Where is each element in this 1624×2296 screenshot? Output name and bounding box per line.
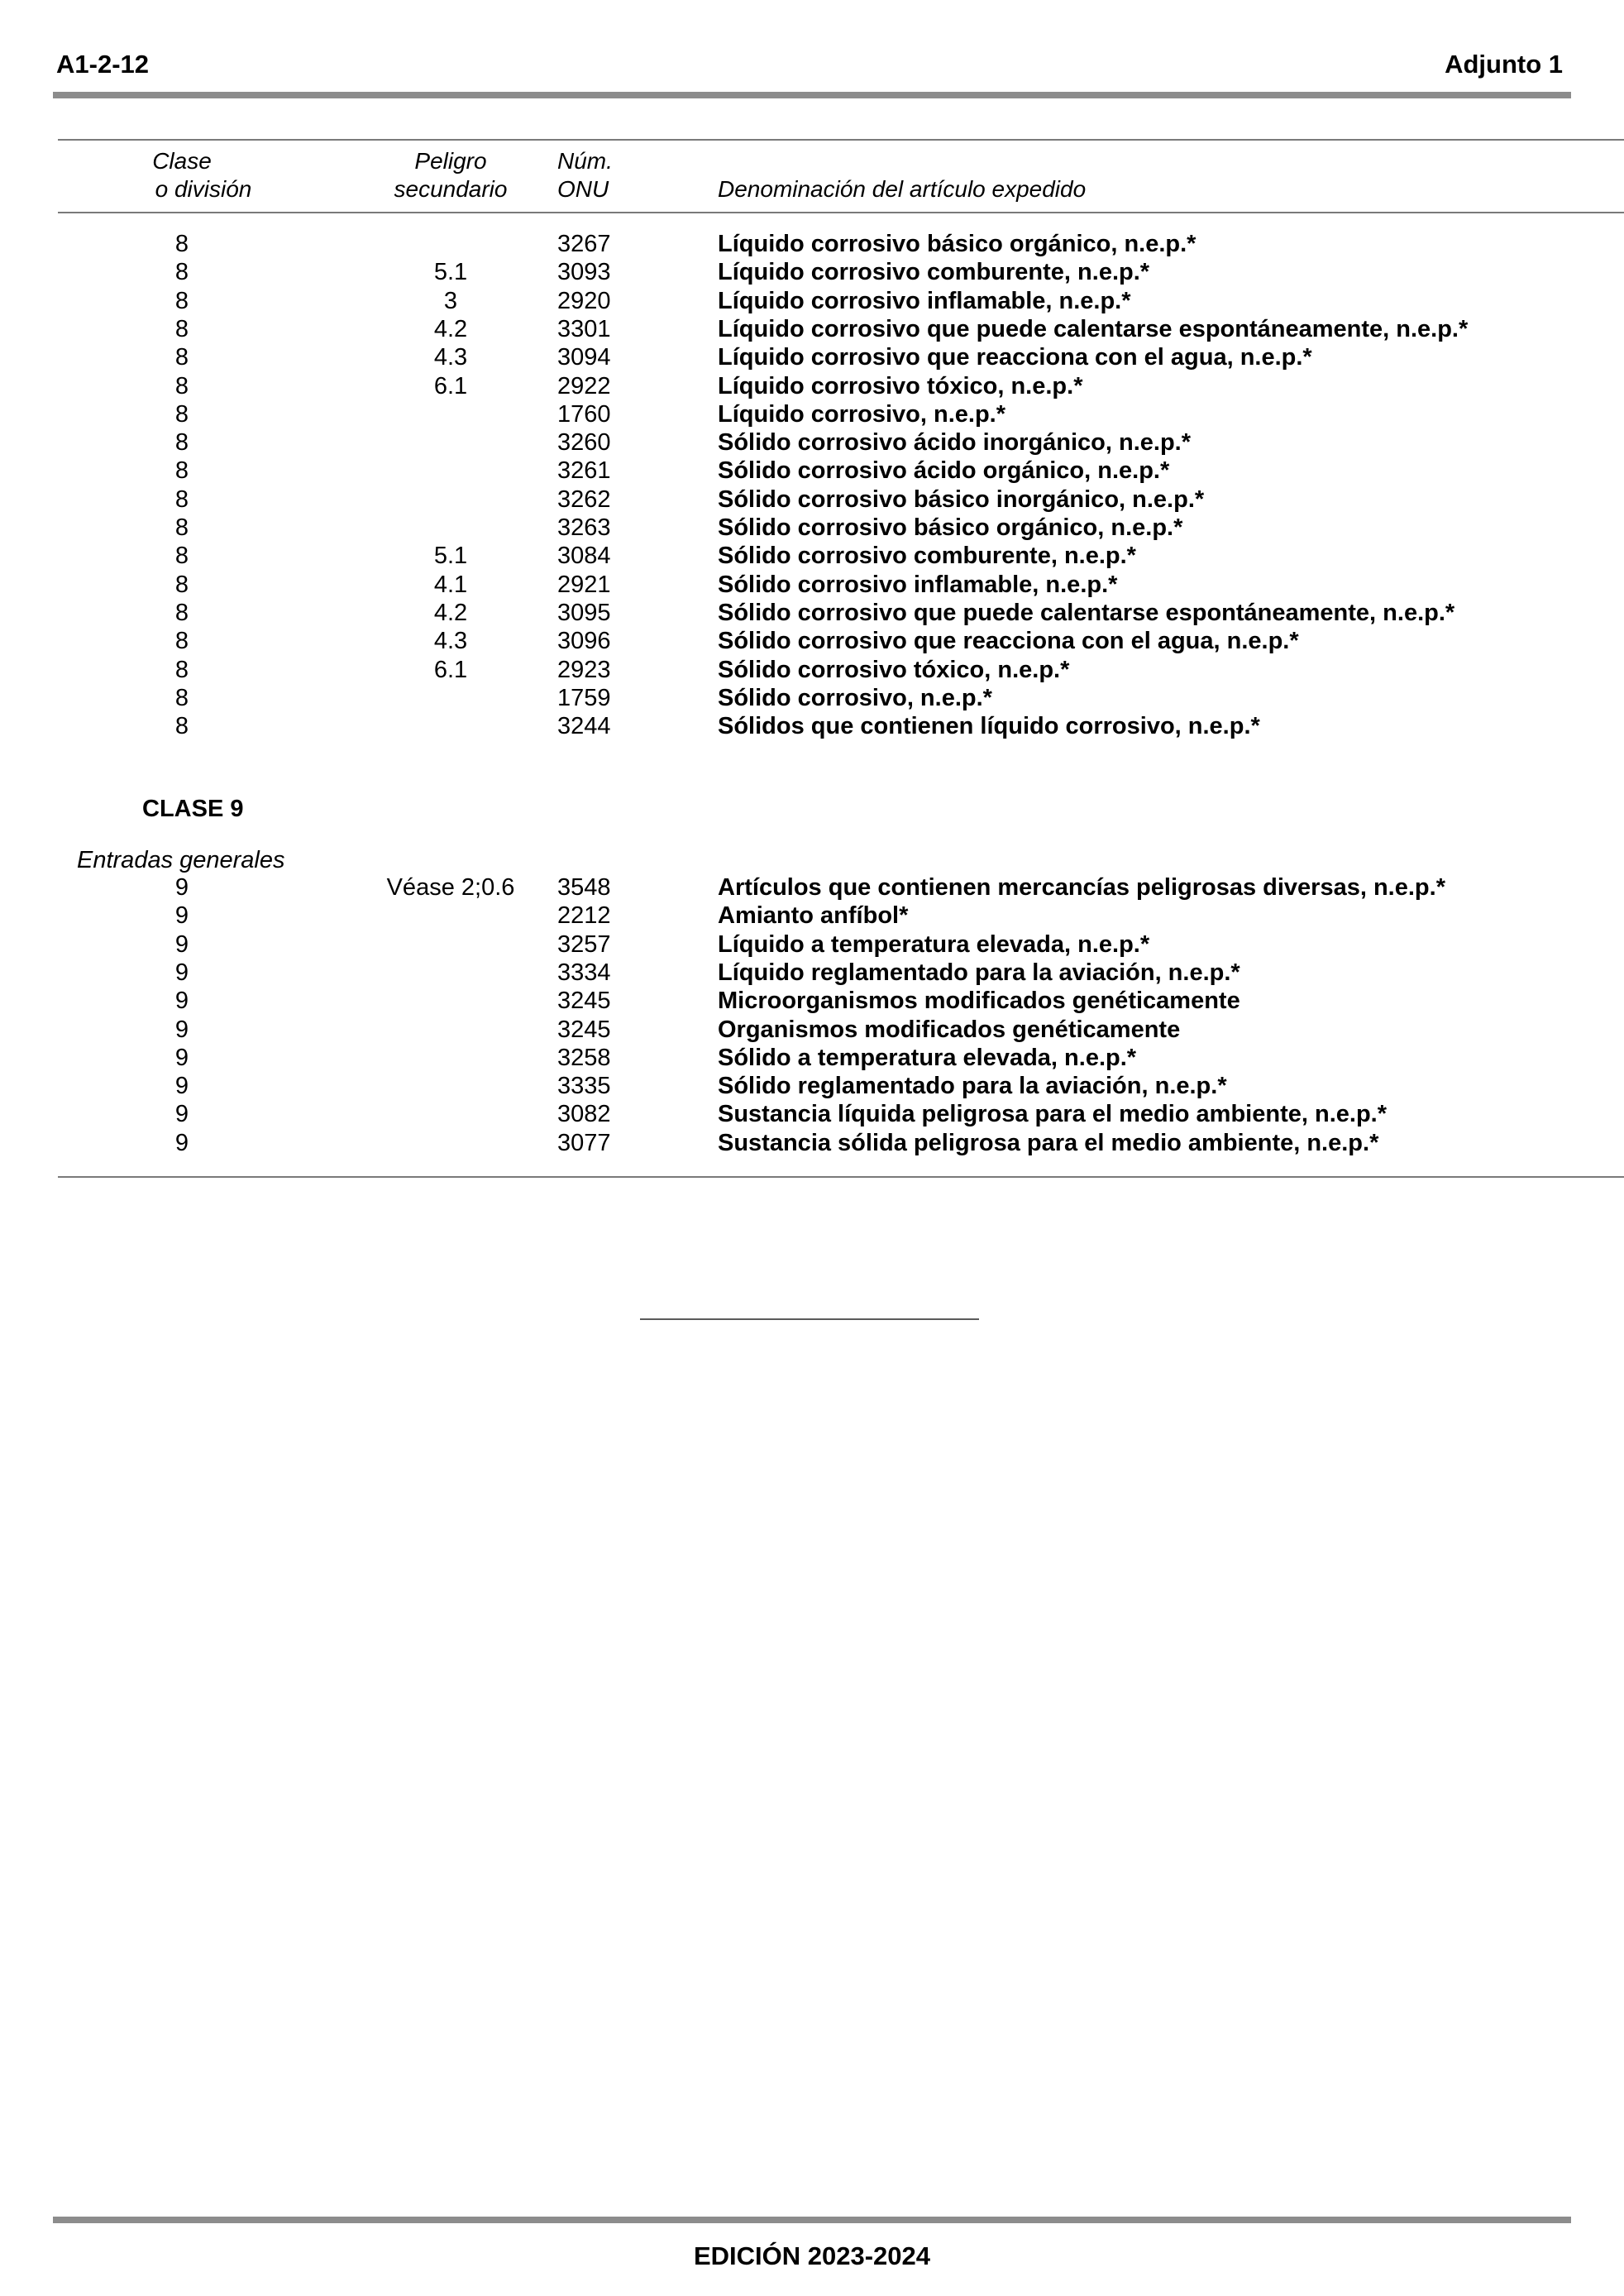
shipping-name-cell: Líquido corrosivo que puede calentarse espontáneamente, n.e.p.* [718, 315, 1469, 342]
class-cell: 9 [174, 930, 189, 958]
un-number-cell: 3267 [557, 231, 611, 257]
class-cell: 8 [174, 344, 189, 371]
shipping-name-cell: Sólido corrosivo básico orgánico, n.e.p.* [718, 514, 1183, 541]
un-number-cell: 3096 [557, 628, 611, 655]
footer-rule [53, 2217, 1571, 2223]
un-number-cell: 3245 [557, 1016, 611, 1043]
table-row [0, 959, 1624, 987]
un-number-cell: 3077 [557, 1129, 611, 1156]
col-head-class-2: o división [155, 176, 252, 202]
un-number-cell: 2922 [557, 372, 611, 399]
shipping-name-cell: Sólidos que contienen líquido corrosivo, n.e.p.* [718, 713, 1260, 740]
un-number-cell: 2923 [557, 656, 611, 683]
shipping-name-cell: Líquido corrosivo, n.e.p.* [718, 400, 1006, 428]
table-row [0, 599, 1624, 627]
table-row [0, 656, 1624, 684]
table-row [0, 258, 1624, 286]
class-cell: 8 [174, 514, 189, 541]
edition-label: EDICIÓN 2023-2024 [693, 2241, 931, 2270]
un-number-cell: 3094 [557, 344, 611, 371]
un-number-cell: 3301 [557, 315, 611, 342]
un-number-cell: 3257 [557, 930, 611, 958]
shipping-name-cell: Líquido corrosivo básico orgánico, n.e.p.* [718, 231, 1197, 257]
shipping-name-cell: Amianto anfíbol* [718, 902, 909, 930]
un-number-cell: 3334 [557, 959, 611, 986]
table-row [0, 684, 1624, 712]
subsidiary-cell: 4.3 [433, 628, 468, 655]
table-row [0, 1100, 1624, 1128]
table-row [0, 428, 1624, 457]
class9-subsection: Entradas generales [77, 847, 285, 873]
table-row [0, 902, 1624, 930]
table-header-rule [58, 212, 1624, 213]
appendix-label: Adjunto 1 [1445, 50, 1563, 79]
shipping-name-cell: Sólido corrosivo, n.e.p.* [718, 684, 992, 711]
shipping-name-cell: Organismos modificados genéticamente [718, 1016, 1181, 1043]
class-cell: 8 [174, 486, 189, 513]
class-cell: 8 [174, 429, 189, 457]
class-cell: 8 [174, 713, 189, 740]
table-row [0, 457, 1624, 485]
class-cell: 9 [174, 874, 189, 901]
shipping-name-cell: Sustancia líquida peligrosa para el medio ambiente, n.e.p.* [718, 1101, 1387, 1128]
table-row [0, 372, 1624, 400]
table-row [0, 1044, 1624, 1072]
table-bottom-rule [58, 1176, 1624, 1178]
un-number-cell: 3335 [557, 1073, 611, 1100]
table-row [0, 343, 1624, 371]
subsidiary-cell: 4.2 [433, 599, 468, 626]
shipping-name-cell: Sólido corrosivo que reacciona con el agua, n.e.p.* [718, 628, 1299, 655]
un-number-cell: 3548 [557, 874, 611, 901]
un-number-cell: 3262 [557, 486, 611, 513]
un-number-cell: 2921 [557, 571, 611, 598]
header-rule [53, 92, 1571, 98]
class-cell: 9 [174, 1101, 189, 1128]
un-number-cell: 3258 [557, 1044, 611, 1071]
table-row [0, 230, 1624, 258]
class-cell: 9 [174, 902, 189, 930]
un-number-cell: 3260 [557, 429, 611, 457]
class-cell: 8 [174, 259, 189, 286]
un-number-cell: 3244 [557, 713, 611, 740]
shipping-name-cell: Sólido corrosivo comburente, n.e.p.* [718, 543, 1136, 570]
class-cell: 9 [174, 1129, 189, 1156]
shipping-name-cell: Líquido reglamentado para la aviación, n.e.p.* [718, 959, 1240, 986]
table-row [0, 1016, 1624, 1044]
table-row [0, 542, 1624, 570]
class-cell: 8 [174, 315, 189, 342]
col-head-subsidiary-2: secundario [394, 176, 508, 202]
class-cell: 8 [174, 599, 189, 626]
subsidiary-cell: 6.1 [433, 656, 468, 683]
end-separator [640, 1318, 979, 1320]
un-number-cell: 3082 [557, 1101, 611, 1128]
shipping-name-cell: Sustancia sólida peligrosa para el medio ambiente, n.e.p.* [718, 1129, 1379, 1156]
table-top-rule [58, 139, 1624, 141]
subsidiary-cell: 6.1 [433, 372, 468, 399]
subsidiary-cell: 5.1 [433, 259, 468, 286]
subsidiary-cell: 4.2 [433, 315, 468, 342]
un-number-cell: 1760 [557, 400, 611, 428]
class-cell: 8 [174, 684, 189, 711]
table-row [0, 987, 1624, 1015]
class-cell: 8 [174, 628, 189, 655]
un-number-cell: 2212 [557, 902, 611, 930]
un-number-cell: 1759 [557, 684, 611, 711]
page-number: A1-2-12 [56, 50, 149, 79]
table-row [0, 514, 1624, 542]
shipping-name-cell: Artículos que contienen mercancías peligrosas diversas, n.e.p.* [718, 874, 1445, 901]
table-row [0, 627, 1624, 655]
table-row [0, 571, 1624, 599]
table-row [0, 486, 1624, 514]
col-head-subsidiary-1: Peligro [414, 148, 487, 174]
subsidiary-cell: Véase 2;0.6 [386, 874, 515, 901]
table-row [0, 712, 1624, 740]
class-cell: 8 [174, 400, 189, 428]
class-cell: 8 [174, 543, 189, 570]
class-cell: 8 [174, 372, 189, 399]
class9-title: CLASE 9 [142, 796, 244, 822]
shipping-name-cell: Sólido corrosivo ácido orgánico, n.e.p.* [718, 457, 1170, 485]
table-row [0, 930, 1624, 959]
shipping-name-cell: Líquido a temperatura elevada, n.e.p.* [718, 930, 1150, 958]
un-number-cell: 3261 [557, 457, 611, 485]
class-cell: 8 [174, 457, 189, 485]
class-cell: 9 [174, 1073, 189, 1100]
un-number-cell: 3084 [557, 543, 611, 570]
shipping-name-cell: Sólido reglamentado para la aviación, n.e.p.* [718, 1073, 1227, 1100]
table-row [0, 1072, 1624, 1100]
un-number-cell: 3263 [557, 514, 611, 541]
shipping-name-cell: Microorganismos modificados genéticamente [718, 988, 1240, 1015]
subsidiary-cell: 4.1 [433, 571, 468, 598]
shipping-name-cell: Sólido corrosivo básico inorgánico, n.e.p.* [718, 486, 1205, 513]
shipping-name-cell: Líquido corrosivo comburente, n.e.p.* [718, 259, 1150, 286]
col-head-un-2: ONU [557, 176, 609, 202]
subsidiary-cell: 5.1 [433, 543, 468, 570]
class-cell: 9 [174, 1044, 189, 1071]
class-cell: 8 [174, 231, 189, 257]
class-cell: 8 [174, 287, 189, 314]
table-row [0, 873, 1624, 902]
shipping-name-cell: Sólido corrosivo que puede calentarse espontáneamente, n.e.p.* [718, 599, 1455, 626]
un-number-cell: 3245 [557, 988, 611, 1015]
shipping-name-cell: Sólido a temperatura elevada, n.e.p.* [718, 1044, 1137, 1071]
table-row [0, 287, 1624, 315]
class-cell: 8 [174, 656, 189, 683]
shipping-name-cell: Líquido corrosivo que reacciona con el agua, n.e.p.* [718, 344, 1312, 371]
class-cell: 8 [174, 571, 189, 598]
shipping-name-cell: Líquido corrosivo tóxico, n.e.p.* [718, 372, 1083, 399]
un-number-cell: 3093 [557, 259, 611, 286]
class-cell: 9 [174, 1016, 189, 1043]
class-cell: 9 [174, 988, 189, 1015]
un-number-cell: 2920 [557, 287, 611, 314]
table-row [0, 400, 1624, 428]
shipping-name-cell: Sólido corrosivo tóxico, n.e.p.* [718, 656, 1070, 683]
subsidiary-cell: 3 [443, 287, 458, 314]
col-head-class-1: Clase [152, 148, 212, 174]
subsidiary-cell: 4.3 [433, 344, 468, 371]
un-number-cell: 3095 [557, 599, 611, 626]
table-row [0, 1129, 1624, 1157]
table-row [0, 315, 1624, 343]
col-head-un-1: Núm. [557, 148, 613, 174]
shipping-name-cell: Sólido corrosivo inflamable, n.e.p.* [718, 571, 1118, 598]
shipping-name-cell: Líquido corrosivo inflamable, n.e.p.* [718, 287, 1131, 314]
col-head-name: Denominación del artículo expedido [718, 176, 1087, 202]
shipping-name-cell: Sólido corrosivo ácido inorgánico, n.e.p.* [718, 429, 1192, 457]
class-cell: 9 [174, 959, 189, 986]
